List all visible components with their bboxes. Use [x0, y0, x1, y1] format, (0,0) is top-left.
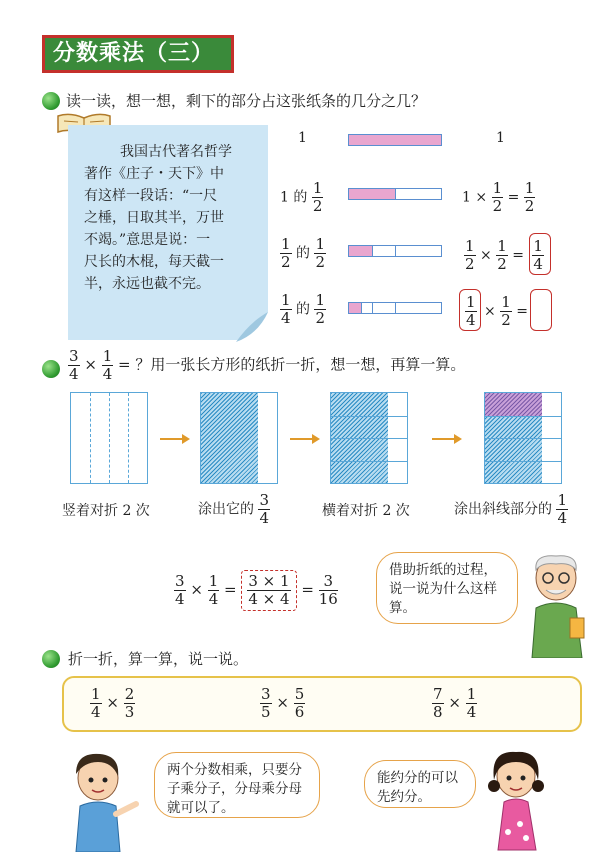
- arrow-head-icon: [312, 434, 320, 444]
- fraction: $\frac{1}{4}$: [102, 347, 113, 383]
- page-curl-icon: [236, 312, 268, 342]
- strip-divider: [372, 303, 373, 313]
- story-line: 不竭。”意思是说：一: [84, 232, 211, 248]
- exercise-band: [62, 676, 582, 732]
- strip-4-bar: [348, 302, 442, 314]
- times-sign: ×: [190, 580, 203, 599]
- story-line: 半，永远也截不完。: [84, 276, 210, 292]
- strip-divider: [361, 303, 362, 313]
- caption-text: 涂出它的: [198, 501, 254, 518]
- girl-avatar: [478, 746, 554, 852]
- question-3-text: 折一折，算一算，说一说。: [68, 650, 249, 668]
- fraction: $\frac{1}{4}$: [533, 237, 543, 273]
- calculation: [174, 570, 338, 611]
- double-shaded-region: [485, 393, 542, 416]
- fraction: $\frac{1}{4}$: [208, 572, 219, 608]
- equals-sign: =: [512, 247, 524, 264]
- fraction: $\frac{1}{2}$: [312, 179, 323, 215]
- strip-divider: [395, 303, 396, 313]
- fraction: $\frac{1}{2}$: [315, 235, 325, 271]
- boy-speech-bubble: 两个分数相乘，只要分子乘分子，分母乘分母就可以了。: [154, 752, 320, 818]
- exercise-2: [260, 686, 305, 721]
- fraction: $\frac{5}{6}$: [294, 685, 305, 721]
- fraction: $\frac{1}{2}$: [497, 237, 507, 273]
- fold-paper-3: [330, 392, 408, 484]
- fraction: $\frac{3}{4}$: [69, 347, 79, 383]
- fraction: $\frac{3}{4}$: [175, 572, 185, 608]
- fraction: $\frac{1}{2}$: [501, 293, 511, 329]
- fraction-boxed: $\frac{3 \times 1}{4 \times 4}$: [241, 570, 296, 611]
- fold-caption-3: 横着对折 2 次: [322, 503, 410, 519]
- girl-speech-bubble: 能约分的可以先约分。: [364, 760, 476, 808]
- exercise-3: [432, 686, 477, 721]
- strip-fill: [349, 246, 372, 256]
- fraction: $\frac{1}{2}$: [524, 179, 535, 215]
- strip-1-result: 1: [496, 130, 505, 146]
- caption-text: 涂出斜线部分的: [454, 501, 552, 518]
- times-sign: ×: [475, 189, 488, 206]
- arrow-icon: [160, 438, 182, 440]
- times-sign: ×: [480, 247, 492, 264]
- answer-box: [529, 233, 551, 275]
- story-line: 尺长的木棍，每天截一: [84, 254, 224, 270]
- fold-paper-4: [484, 392, 562, 484]
- fraction: $\frac{2}{3}$: [124, 685, 135, 721]
- strip-4-label: [280, 292, 326, 327]
- strip-2-prefix: 1 的: [280, 189, 308, 206]
- strip-1-bar: [348, 134, 442, 146]
- times-sign: ×: [106, 693, 119, 712]
- bullet-icon: [42, 92, 60, 110]
- times-sign: ×: [484, 303, 496, 320]
- times-sign: ×: [448, 693, 461, 712]
- fraction: $\frac{1}{4}$: [281, 291, 291, 327]
- fraction: $\frac{1}{2}$: [315, 291, 325, 327]
- teacher-avatar: [520, 548, 594, 658]
- fraction: $\frac{1}{4}$: [466, 685, 477, 721]
- fold-caption-4: [454, 492, 568, 527]
- fraction: $\frac{1}{4}$: [557, 491, 567, 527]
- strip-divider: [395, 246, 396, 256]
- strip-3-bar: [348, 245, 442, 257]
- question-2-text: [68, 348, 465, 383]
- story-line: 我国古代著名哲学: [120, 144, 232, 160]
- arrow-head-icon: [454, 434, 462, 444]
- strip-3-label: [280, 236, 326, 271]
- fold-caption-1: 竖着对折 2 次: [62, 503, 150, 519]
- number: 1: [462, 189, 471, 206]
- fraction: $\frac{1}{2}$: [281, 235, 291, 271]
- question-1-text: 读一读，想一想，剩下的部分占这张纸条的几分之几？: [66, 92, 427, 110]
- strip-2-equation: [462, 180, 535, 215]
- times-sign: ×: [276, 693, 289, 712]
- shaded-region: [201, 393, 258, 483]
- fraction: $\frac{3}{16}$: [318, 572, 338, 608]
- fraction: $\frac{1}{2}$: [465, 237, 475, 273]
- arrow-head-icon: [182, 434, 190, 444]
- arrow-icon: [290, 438, 312, 440]
- fold-paper-1: [70, 392, 148, 484]
- arrow-icon: [432, 438, 454, 440]
- fraction: $\frac{7}{8}$: [433, 685, 443, 721]
- strip-fill: [349, 135, 441, 145]
- strip-fill: [349, 303, 361, 313]
- fraction: $\frac{3}{4}$: [259, 491, 269, 527]
- fraction: $\frac{1}{4}$: [466, 293, 476, 329]
- equals-sign: =: [516, 303, 528, 320]
- equals-sign: =: [224, 580, 237, 599]
- strip-divider: [395, 189, 396, 199]
- answer-box: [459, 289, 481, 331]
- of-word: 的: [296, 301, 310, 318]
- teacher-speech-bubble: 借助折纸的过程，说一说为什么这样算。: [376, 552, 518, 624]
- of-word: 的: [296, 245, 310, 262]
- story-line: 著作《庄子・天下》中: [84, 166, 224, 182]
- strip-2-label: [280, 180, 323, 215]
- times-sign: ×: [84, 355, 97, 374]
- fraction: $\frac{1}{4}$: [91, 685, 101, 721]
- story-box: [68, 125, 268, 340]
- boy-avatar: [62, 748, 140, 852]
- bullet-icon: [42, 650, 60, 668]
- page-title: 分数乘法（三）: [42, 35, 234, 73]
- equals-sign: =: [507, 189, 520, 206]
- strip-1-label: 1: [298, 130, 307, 146]
- question-2-instruction: = ？用一张长方形的纸折一折，想一想，再算一算。: [118, 355, 466, 374]
- fold-paper-2: [200, 392, 278, 484]
- fraction: $\frac{1}{2}$: [492, 179, 503, 215]
- bullet-icon: [42, 360, 60, 378]
- fold-caption-2: [198, 492, 270, 527]
- story-line: 之棰，日取其半，万世: [84, 210, 224, 226]
- empty-answer-box[interactable]: [530, 289, 552, 331]
- exercise-1: [90, 686, 135, 721]
- story-line: 有这样一段话：“一尺: [84, 188, 218, 204]
- strip-divider: [372, 246, 373, 256]
- strip-2-bar: [348, 188, 442, 200]
- fraction: $\frac{3}{5}$: [261, 685, 271, 721]
- equals-sign: =: [301, 580, 314, 599]
- strip-fill: [349, 189, 395, 199]
